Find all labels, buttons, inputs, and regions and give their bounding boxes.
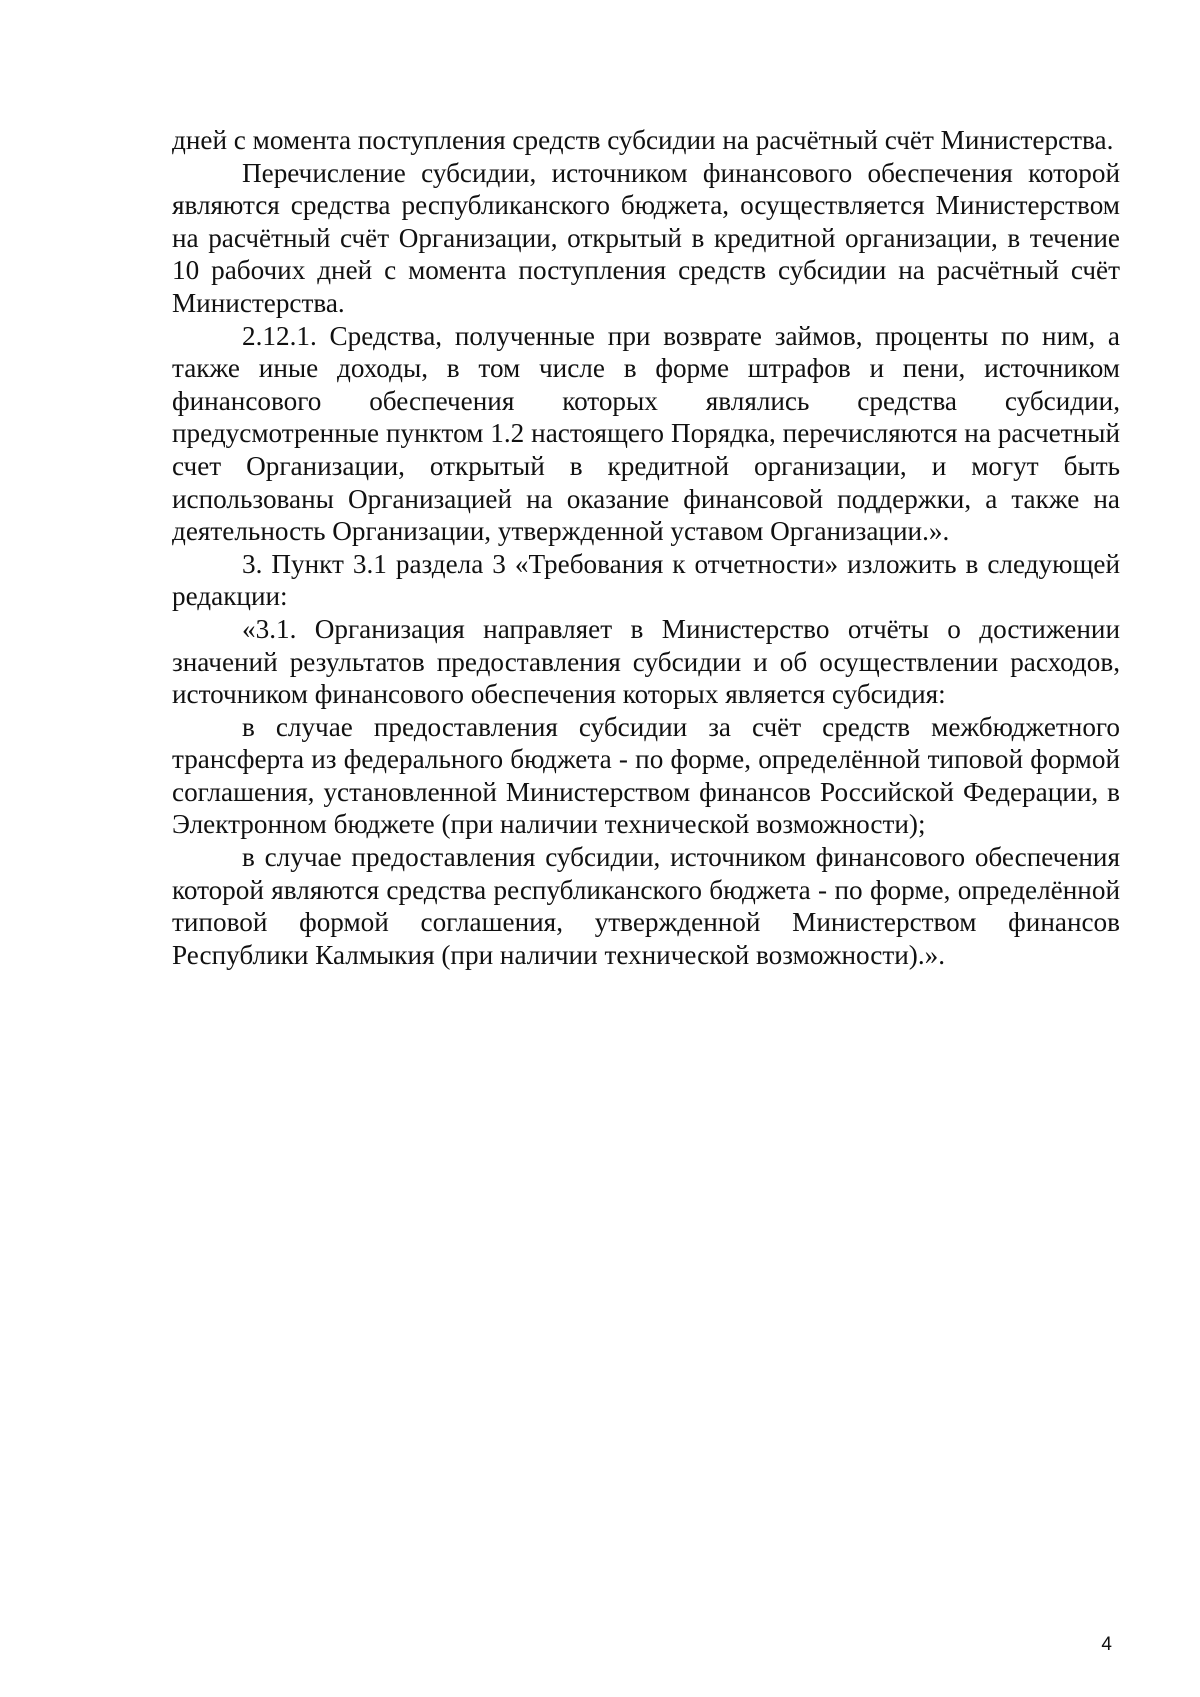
paragraph-item-3: 3. Пункт 3.1 раздела 3 «Требования к отчетности» изложить в следующей редакции: [172, 548, 1120, 612]
paragraph-continuation: дней с момента поступления средств субсидии на расчётный счёт Министерства. [172, 125, 1114, 155]
paragraph-3-1: «3.1. Организация направляет в Министерство отчёты о достижении значений результатов предоставления субсидии и об осуществлении расходов, источником финансового обеспечения которых является субсидия: [172, 613, 1120, 710]
document-body [172, 124, 1120, 971]
page-number: 4 [1101, 1634, 1112, 1655]
paragraph-transfer-republican: Перечисление субсидии, источником финансового обеспечения которой являются средства республиканского бюджета, осуществляется Министерством на расчётный счёт Организации, открытый в кредитной организации, в течение 10 рабочих дней с момента поступления средств субсидии на расчётный счёт Министерства. [172, 157, 1120, 318]
paragraph-2-12-1: 2.12.1. Средства, полученные при возврате займов, проценты по ним, а также иные доходы, в том числе в форме штрафов и пени, источником финансового обеспечения которых являлись средства субсидии, предусмотренные пунктом 1.2 настоящего Порядка, перечисляются на расчетный счет Организации, открытый в кредитной организации, и могут быть использованы Организацией на оказание финансовой поддержки, а также на деятельность Организации, утвержденной уставом Организации.». [172, 320, 1120, 547]
paragraph-federal-case: в случае предоставления субсидии за счёт средств межбюджетного трансферта из федерального бюджета - по форме, определённой типовой формой соглашения, установленной Министерством финансов Российской Федерации, в Электронном бюджете (при наличии технической возможности); [172, 711, 1120, 840]
paragraph-republican-case: в случае предоставления субсидии, источником финансового обеспечения которой являются средства республиканского бюджета - по форме, определённой типовой формой соглашения, утвержденной Министерством финансов Республики Калмыкия (при наличии технической возможности).». [172, 842, 1120, 970]
